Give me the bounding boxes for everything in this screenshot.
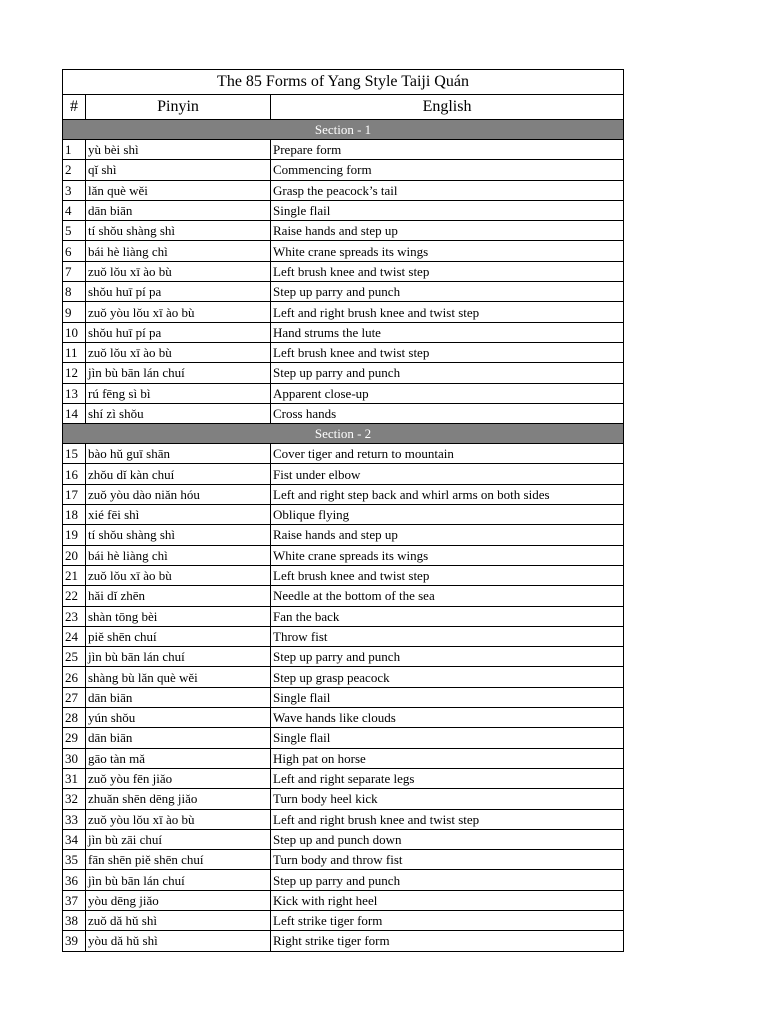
row-english: High pat on horse [271,748,624,768]
row-pinyin: gāo tàn mǎ [86,748,271,768]
row-number: 18 [63,505,86,525]
row-number: 32 [63,789,86,809]
row-pinyin: yòu dēng jiǎo [86,890,271,910]
row-pinyin: shàng bù lǎn què wěi [86,667,271,687]
row-pinyin: bái hè liàng chì [86,545,271,565]
row-pinyin: piě shēn chuí [86,626,271,646]
table-row [63,282,624,302]
table-row [63,748,624,768]
row-english: Fist under elbow [271,464,624,484]
row-english: White crane spreads its wings [271,545,624,565]
row-english: Left and right brush knee and twist step [271,302,624,322]
row-pinyin: zhǒu dǐ kàn chuí [86,464,271,484]
table-row [63,768,624,788]
row-english: Right strike tiger form [271,931,624,951]
table-row [63,302,624,322]
row-pinyin: xié fēi shì [86,505,271,525]
row-pinyin: jìn bù bān lán chuí [86,363,271,383]
row-english: Left and right step back and whirl arms on both sides [271,484,624,504]
row-pinyin: zuǒ lǒu xī ào bù [86,565,271,585]
row-english: Step up parry and punch [271,647,624,667]
table-row [63,363,624,383]
row-english: Left brush knee and twist step [271,342,624,362]
forms-table [62,69,624,952]
row-number: 25 [63,647,86,667]
header-row [63,95,624,120]
table-row [63,241,624,261]
row-pinyin: zuǒ yòu lǒu xī ào bù [86,809,271,829]
table-row [63,464,624,484]
table-row [63,829,624,849]
row-english: Left strike tiger form [271,910,624,930]
row-pinyin: yù bèi shì [86,140,271,160]
table-row [63,180,624,200]
row-english: Single flail [271,728,624,748]
row-pinyin: jìn bù bān lán chuí [86,870,271,890]
row-number: 1 [63,140,86,160]
row-pinyin: zuǒ lǒu xī ào bù [86,261,271,281]
table-row [63,647,624,667]
row-english: Step up grasp peacock [271,667,624,687]
row-number: 13 [63,383,86,403]
table-row [63,870,624,890]
row-number: 8 [63,282,86,302]
table-title: The 85 Forms of Yang Style Taiji Quán [63,70,624,95]
row-english: Oblique flying [271,505,624,525]
row-english: Wave hands like clouds [271,708,624,728]
row-english: Grasp the peacock’s tail [271,180,624,200]
row-number: 6 [63,241,86,261]
row-number: 33 [63,809,86,829]
row-english: Turn body heel kick [271,789,624,809]
table-row [63,383,624,403]
table-body [63,120,624,952]
row-pinyin: jìn bù bān lán chuí [86,647,271,667]
row-english: Kick with right heel [271,890,624,910]
row-english: Needle at the bottom of the sea [271,586,624,606]
row-number: 26 [63,667,86,687]
row-pinyin: shǒu huī pí pa [86,322,271,342]
row-english: Throw fist [271,626,624,646]
row-pinyin: dān biān [86,728,271,748]
row-number: 28 [63,708,86,728]
row-number: 35 [63,850,86,870]
row-pinyin: lǎn què wěi [86,180,271,200]
row-number: 23 [63,606,86,626]
row-english: Step up parry and punch [271,870,624,890]
row-pinyin: shí zì shǒu [86,403,271,423]
row-number: 20 [63,545,86,565]
column-header-number: # [63,95,86,120]
row-english: Raise hands and step up [271,221,624,241]
table-row [63,160,624,180]
row-english: Left and right brush knee and twist step [271,809,624,829]
row-number: 2 [63,160,86,180]
row-english: Fan the back [271,606,624,626]
row-english: Left brush knee and twist step [271,565,624,585]
row-number: 15 [63,444,86,464]
row-pinyin: shàn tōng bèi [86,606,271,626]
row-english: Cover tiger and return to mountain [271,444,624,464]
table-row [63,789,624,809]
table-row [63,322,624,342]
table-row [63,342,624,362]
row-number: 4 [63,200,86,220]
row-english: Cross hands [271,403,624,423]
table-row [63,850,624,870]
row-number: 14 [63,403,86,423]
row-number: 12 [63,363,86,383]
row-pinyin: qǐ shì [86,160,271,180]
row-number: 10 [63,322,86,342]
row-pinyin: yòu dǎ hǔ shì [86,931,271,951]
title-row [63,70,624,95]
row-pinyin: zuǒ yòu lǒu xī ào bù [86,302,271,322]
row-pinyin: zuǒ lǒu xī ào bù [86,342,271,362]
row-number: 11 [63,342,86,362]
section-label: Section - 2 [63,424,624,444]
row-number: 36 [63,870,86,890]
row-english: Left and right separate legs [271,768,624,788]
table-row [63,910,624,930]
row-number: 31 [63,768,86,788]
row-english: Prepare form [271,140,624,160]
table-row [63,545,624,565]
row-number: 9 [63,302,86,322]
section-label: Section - 1 [63,120,624,140]
table-row [63,140,624,160]
section-header-row [63,424,624,444]
row-pinyin: yún shǒu [86,708,271,728]
section-header-row [63,120,624,140]
row-pinyin: tí shǒu shàng shì [86,221,271,241]
row-pinyin: hǎi dǐ zhēn [86,586,271,606]
row-number: 29 [63,728,86,748]
row-pinyin: dān biān [86,200,271,220]
row-number: 5 [63,221,86,241]
row-pinyin: dān biān [86,687,271,707]
table-row [63,890,624,910]
row-number: 37 [63,890,86,910]
table-row [63,565,624,585]
row-number: 24 [63,626,86,646]
column-header-english: English [271,95,624,120]
row-number: 22 [63,586,86,606]
row-english: Single flail [271,687,624,707]
table-row [63,221,624,241]
row-number: 3 [63,180,86,200]
column-header-pinyin: Pinyin [86,95,271,120]
table-row [63,931,624,951]
row-pinyin: jìn bù zāi chuí [86,829,271,849]
table-row [63,809,624,829]
row-number: 17 [63,484,86,504]
table-row [63,626,624,646]
table-row [63,606,624,626]
row-pinyin: zhuǎn shēn dēng jiǎo [86,789,271,809]
table-row [63,687,624,707]
table-row [63,261,624,281]
table-row [63,708,624,728]
row-number: 21 [63,565,86,585]
table-row [63,484,624,504]
row-number: 38 [63,910,86,930]
row-english: Hand strums the lute [271,322,624,342]
row-number: 34 [63,829,86,849]
row-number: 16 [63,464,86,484]
table-row [63,200,624,220]
row-pinyin: bào hǔ guī shān [86,444,271,464]
row-pinyin: fān shēn piě shēn chuí [86,850,271,870]
row-number: 27 [63,687,86,707]
row-pinyin: bái hè liàng chì [86,241,271,261]
row-english: Step up and punch down [271,829,624,849]
row-number: 19 [63,525,86,545]
row-pinyin: tí shǒu shàng shì [86,525,271,545]
table-row [63,444,624,464]
row-number: 39 [63,931,86,951]
row-english: White crane spreads its wings [271,241,624,261]
row-english: Single flail [271,200,624,220]
row-english: Commencing form [271,160,624,180]
table-row [63,403,624,423]
row-english: Step up parry and punch [271,282,624,302]
row-pinyin: zuǒ yòu fēn jiǎo [86,768,271,788]
table-row [63,728,624,748]
row-number: 30 [63,748,86,768]
table-row [63,505,624,525]
row-number: 7 [63,261,86,281]
table-row [63,667,624,687]
row-pinyin: zuǒ dǎ hǔ shì [86,910,271,930]
row-english: Apparent close-up [271,383,624,403]
row-english: Raise hands and step up [271,525,624,545]
table-row [63,586,624,606]
table-row [63,525,624,545]
row-pinyin: rú fēng sì bì [86,383,271,403]
row-pinyin: shǒu huī pí pa [86,282,271,302]
row-english: Left brush knee and twist step [271,261,624,281]
row-english: Turn body and throw fist [271,850,624,870]
row-pinyin: zuǒ yòu dào niǎn hóu [86,484,271,504]
row-english: Step up parry and punch [271,363,624,383]
